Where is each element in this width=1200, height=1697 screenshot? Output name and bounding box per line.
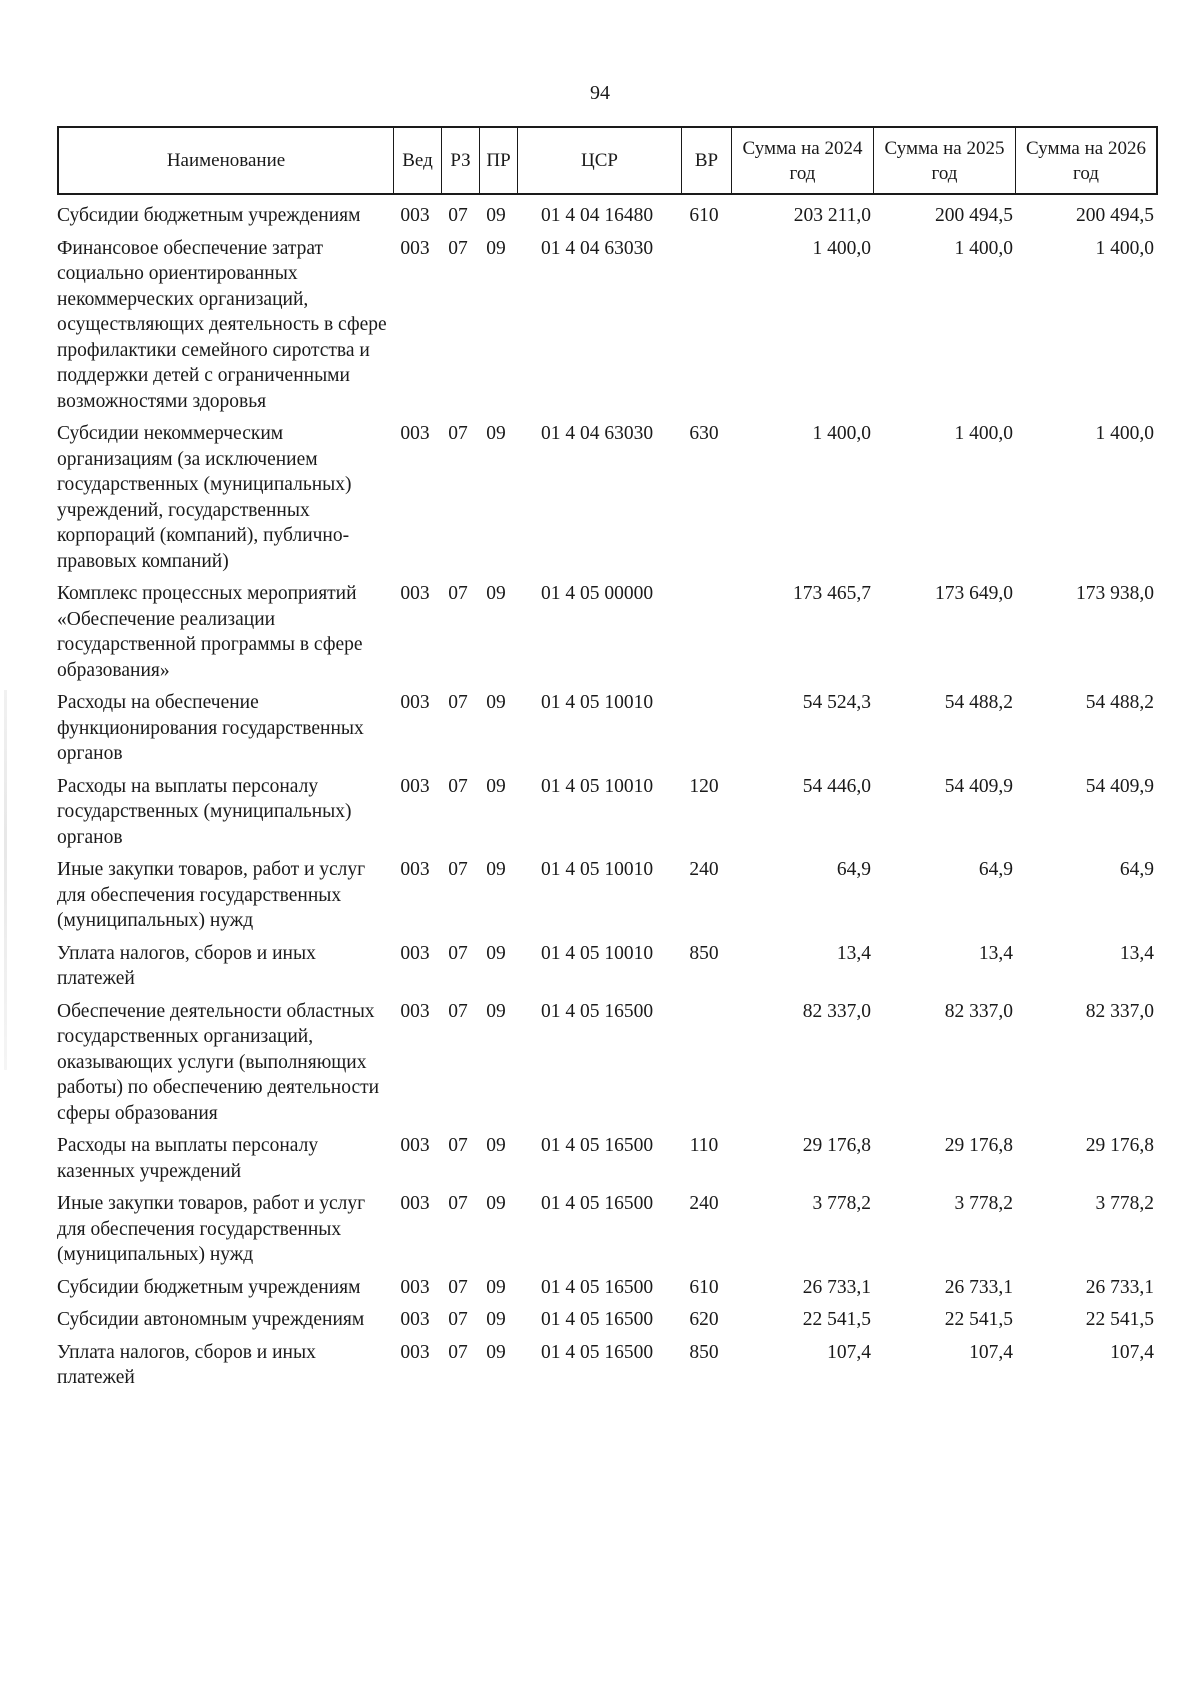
- row-sum-2025: 54 488,2: [944, 692, 1013, 713]
- row-name: Субсидии автономным учреждениям: [57, 1309, 365, 1330]
- row-rz: 07: [448, 423, 468, 444]
- row-name: Расходы на выплаты персоналу государственных (муниципальных) органов: [57, 775, 352, 848]
- row-pr: 09: [486, 1276, 506, 1298]
- row-name: Расходы на выплаты персоналу казенных учреждений: [57, 1135, 319, 1182]
- row-rz: 07: [448, 692, 468, 713]
- row-pr: 09: [486, 423, 506, 444]
- row-csr: 01 4 05 16500: [540, 1193, 654, 1214]
- header-csr: ЦСР: [517, 128, 681, 193]
- header-vr: ВР: [681, 128, 731, 193]
- row-sum-2026: 26 733,1: [1085, 1276, 1154, 1298]
- row-vr: 850: [689, 942, 719, 964]
- row-sum-2025: 107,4: [969, 1341, 1013, 1363]
- row-vr: 110: [689, 1135, 719, 1156]
- row-name: Финансовое обеспечение затрат социально ориентированных некоммерческих организаций, осуществляющих деятельность в сфере профилактики семейного сиротства и поддержки детей с ограниченными возможностями здоровья: [57, 237, 387, 412]
- row-vr: [679, 690, 729, 767]
- table-row: [57, 857, 1154, 934]
- row-sum-2025: 173 649,0: [935, 583, 1013, 604]
- page-number: 94: [590, 82, 610, 104]
- row-rz: 07: [448, 859, 468, 880]
- row-vr: 610: [689, 1276, 719, 1298]
- row-name: Субсидии бюджетным учреждениям: [57, 205, 361, 226]
- row-sum-2024: 13,4: [836, 942, 871, 964]
- row-csr: 01 4 05 16500: [540, 1000, 654, 1022]
- row-rz: 07: [448, 583, 468, 604]
- row-pr: 09: [486, 692, 506, 713]
- row-sum-2025: 13,4: [978, 942, 1013, 964]
- row-pr: 09: [486, 237, 506, 259]
- row-pr: 09: [486, 1341, 506, 1363]
- row-ved: 003: [400, 1000, 430, 1022]
- row-sum-2024: 3 778,2: [812, 1193, 871, 1214]
- table-row: [57, 1340, 1154, 1391]
- table-body: [57, 203, 1154, 1398]
- table-row: [57, 941, 1154, 992]
- table-row: [57, 203, 1154, 229]
- row-rz: 07: [448, 237, 468, 259]
- row-sum-2024: 107,4: [827, 1341, 871, 1363]
- row-csr: 01 4 05 16500: [540, 1341, 654, 1363]
- row-pr: 09: [486, 1000, 506, 1022]
- row-ved: 003: [400, 1341, 430, 1363]
- row-sum-2024: 64,9: [836, 859, 871, 880]
- row-pr: 09: [486, 859, 506, 880]
- row-name: Обеспечение деятельности областных государственных организаций, оказывающих услуги (выполняющих работы) по обеспечению деятельности сферы образования: [57, 1000, 380, 1124]
- row-sum-2024: 54 446,0: [802, 775, 871, 797]
- header-name: Наименование: [166, 150, 286, 171]
- row-ved: 003: [400, 423, 430, 444]
- row-name: Расходы на обеспечение функционирования государственных органов: [57, 692, 364, 764]
- row-sum-2026: 13,4: [1119, 942, 1154, 964]
- table-header: [57, 126, 1158, 195]
- row-csr: 01 4 05 16500: [540, 1135, 654, 1156]
- row-ved: 003: [400, 692, 430, 713]
- row-sum-2024: 29 176,8: [802, 1135, 871, 1156]
- row-csr: 01 4 05 00000: [540, 583, 654, 604]
- row-ved: 003: [400, 1135, 430, 1156]
- row-ved: 003: [400, 1309, 430, 1330]
- row-ved: 003: [400, 583, 430, 604]
- row-sum-2026: 1 400,0: [1095, 237, 1154, 259]
- header-sum-2025: Сумма на 2025 год: [873, 128, 1015, 193]
- row-name: Субсидии бюджетным учреждениям: [57, 1276, 361, 1298]
- scan-margin-artifact: [4, 690, 7, 1070]
- row-sum-2024: 54 524,3: [802, 692, 871, 713]
- header-sum-2024: Сумма на 2024 год: [731, 128, 873, 193]
- row-vr: 620: [689, 1309, 719, 1330]
- table-row: [57, 1307, 1154, 1333]
- row-name: Комплекс процессных мероприятий «Обеспечение реализации государственной программы в сфере образования»: [57, 583, 363, 681]
- row-name: Субсидии некоммерческим организациям (за исключением государственных (муниципальных) учреждений, государственных корпораций (компаний), публично-правовых компаний): [57, 423, 352, 572]
- row-pr: 09: [486, 583, 506, 604]
- row-sum-2024: 82 337,0: [802, 1000, 871, 1022]
- row-sum-2026: 29 176,8: [1085, 1135, 1154, 1156]
- row-vr: 610: [689, 205, 719, 226]
- row-sum-2026: 1 400,0: [1095, 423, 1154, 444]
- row-pr: 09: [486, 1193, 506, 1214]
- row-vr: [679, 581, 729, 683]
- row-ved: 003: [400, 205, 430, 226]
- row-sum-2025: 54 409,9: [944, 775, 1013, 797]
- row-sum-2025: 64,9: [978, 859, 1013, 880]
- row-csr: 01 4 05 10010: [540, 942, 654, 964]
- row-csr: 01 4 04 63030: [540, 237, 654, 259]
- row-sum-2024: 173 465,7: [793, 583, 871, 604]
- row-rz: 07: [448, 1341, 468, 1363]
- row-sum-2026: 107,4: [1110, 1341, 1154, 1363]
- row-sum-2026: 82 337,0: [1085, 1000, 1154, 1022]
- row-sum-2024: 1 400,0: [812, 423, 871, 444]
- row-vr: 120: [689, 775, 719, 797]
- row-csr: 01 4 04 16480: [540, 205, 654, 226]
- table-row: [57, 690, 1154, 767]
- row-rz: 07: [448, 1193, 468, 1214]
- row-sum-2025: 1 400,0: [954, 423, 1013, 444]
- header-rz: РЗ: [441, 128, 479, 193]
- row-csr: 01 4 05 16500: [540, 1309, 654, 1330]
- row-csr: 01 4 05 10010: [540, 692, 654, 713]
- row-rz: 07: [448, 775, 468, 797]
- row-rz: 07: [448, 1000, 468, 1022]
- row-name: Уплата налогов, сборов и иных платежей: [57, 942, 316, 989]
- row-ved: 003: [400, 859, 430, 880]
- row-vr: 630: [689, 423, 719, 444]
- row-rz: 07: [448, 942, 468, 964]
- row-rz: 07: [448, 1135, 468, 1156]
- row-sum-2024: 203 211,0: [793, 205, 871, 226]
- row-sum-2025: 29 176,8: [944, 1135, 1013, 1156]
- row-sum-2025: 22 541,5: [944, 1309, 1013, 1330]
- row-sum-2026: 54 409,9: [1085, 775, 1154, 797]
- row-csr: 01 4 04 63030: [540, 423, 654, 444]
- table-row: [57, 1191, 1154, 1268]
- table-row: [57, 421, 1154, 574]
- row-ved: 003: [400, 942, 430, 964]
- row-sum-2026: 200 494,5: [1076, 205, 1154, 226]
- row-name: Иные закупки товаров, работ и услуг для обеспечения государственных (муниципальных) нужд: [57, 1193, 366, 1265]
- table-row: [57, 1133, 1154, 1184]
- row-sum-2024: 22 541,5: [802, 1309, 871, 1330]
- row-csr: 01 4 05 10010: [540, 775, 654, 797]
- row-sum-2025: 26 733,1: [944, 1276, 1013, 1298]
- row-ved: 003: [400, 237, 430, 259]
- row-vr: [679, 999, 729, 1127]
- row-sum-2026: 173 938,0: [1076, 583, 1154, 604]
- row-ved: 003: [400, 775, 430, 797]
- row-sum-2026: 22 541,5: [1085, 1309, 1154, 1330]
- row-pr: 09: [486, 1309, 506, 1330]
- row-sum-2026: 54 488,2: [1085, 692, 1154, 713]
- header-ved: Вед: [393, 128, 441, 193]
- row-rz: 07: [448, 205, 468, 226]
- row-csr: 01 4 05 10010: [540, 859, 654, 880]
- row-sum-2025: 200 494,5: [935, 205, 1013, 226]
- row-pr: 09: [486, 205, 506, 226]
- row-name: Иные закупки товаров, работ и услуг для обеспечения государственных (муниципальных) нужд: [57, 859, 366, 931]
- table-row: [57, 774, 1154, 851]
- table-row: [57, 999, 1154, 1127]
- row-sum-2026: 64,9: [1119, 859, 1154, 880]
- row-sum-2024: 1 400,0: [812, 237, 871, 259]
- row-pr: 09: [486, 942, 506, 964]
- row-name: Уплата налогов, сборов и иных платежей: [57, 1341, 316, 1388]
- row-vr: [679, 236, 729, 415]
- table-row: [57, 236, 1154, 415]
- row-sum-2025: 3 778,2: [954, 1193, 1013, 1214]
- row-vr: 240: [689, 1193, 719, 1214]
- row-pr: 09: [486, 1135, 506, 1156]
- row-vr: 240: [689, 859, 719, 880]
- row-rz: 07: [448, 1276, 468, 1298]
- row-vr: 850: [689, 1341, 719, 1363]
- row-ved: 003: [400, 1193, 430, 1214]
- row-rz: 07: [448, 1309, 468, 1330]
- header-pr: ПР: [479, 128, 517, 193]
- row-csr: 01 4 05 16500: [540, 1276, 654, 1298]
- table-row: [57, 1275, 1154, 1301]
- row-sum-2025: 82 337,0: [944, 1000, 1013, 1022]
- row-sum-2025: 1 400,0: [954, 237, 1013, 259]
- table-row: [57, 581, 1154, 683]
- row-pr: 09: [486, 775, 506, 797]
- row-sum-2026: 3 778,2: [1095, 1193, 1154, 1214]
- row-ved: 003: [400, 1276, 430, 1298]
- header-sum-2026: Сумма на 2026 год: [1015, 128, 1156, 193]
- row-sum-2024: 26 733,1: [802, 1276, 871, 1298]
